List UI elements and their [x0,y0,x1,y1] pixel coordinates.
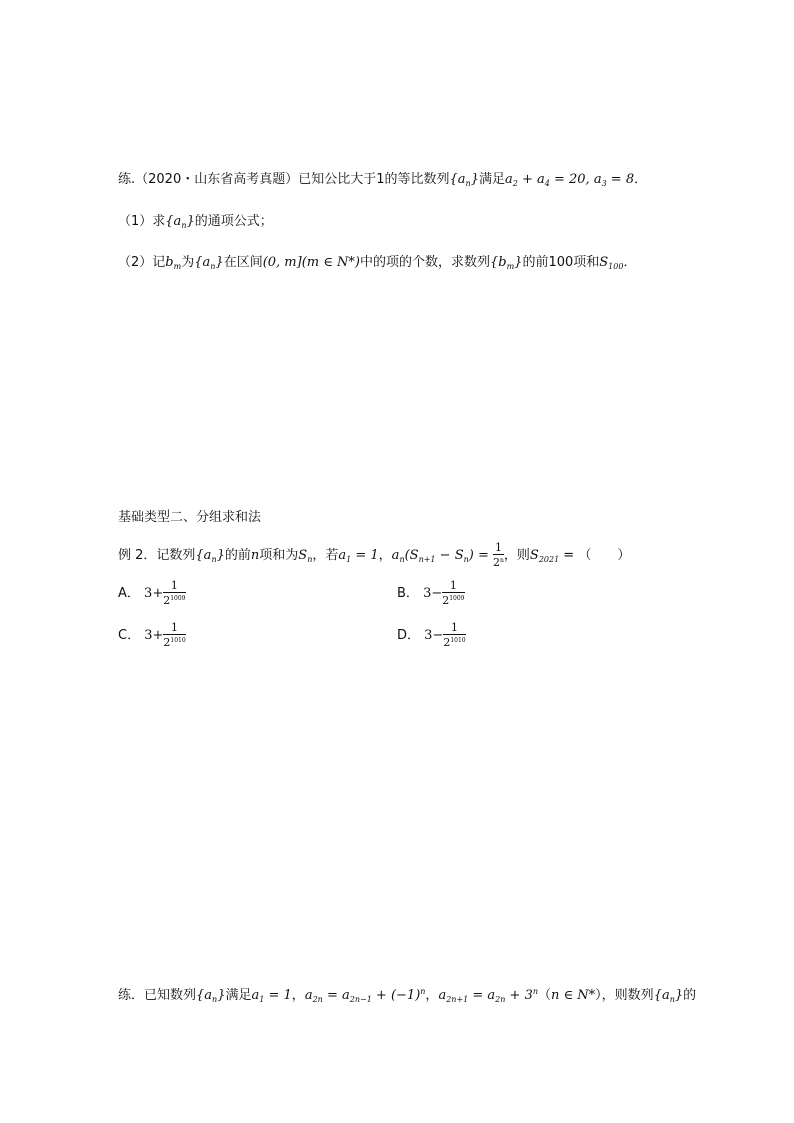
problem-3-tail: 的 [683,988,697,1003]
example-2-text: ，则 [503,548,530,563]
option-d-fraction: $\frac{1}{2^{1010}}$ [443,621,466,649]
question-2-period: ． [623,255,637,270]
option-a-label: A． [118,586,140,601]
option-a-fraction: $\frac{1}{2^{1009}}$ [163,579,186,607]
question-2-text: 在区间 [223,255,263,270]
question-1-tail: 的通项公式； [194,214,273,229]
problem-3-statement [118,982,696,1010]
option-c-lead: 3+ [144,628,164,643]
section-heading: 基础类型二、分组求和法 [118,510,262,525]
example-2-statement [118,542,630,574]
question-2-text: 为 [181,255,195,270]
recurrence-relation: $a_n(S_{n+1} - S_n)$ = [391,548,489,564]
seq-a-notation: $\{a_n\}$ [653,988,684,1004]
example-2-lead: 例 2．记数列 [118,548,196,563]
problem-1-condition: $a_2 + a_4 = 20$, $a_3 = 8$ [504,172,635,188]
seq-a-notation: $\{a_n\}$ [195,548,225,564]
problem-3-lead: 练．已知数列 [118,988,197,1003]
problem-1-text: 练.（2020・山东省高考真题）已知公比大于1的等比数列 [118,172,450,187]
option-a [118,580,186,608]
option-b [397,580,465,608]
seq-a-notation: $\{a_n\}$ [196,988,226,1004]
recurrence-even: $a_{2n} = a_{2n-1} + (-1)^n$ [304,987,426,1004]
b-m-notation: $b_m$ [165,255,182,271]
recurrence-odd: $a_{2n+1} = a_{2n} + 3^n$ [438,987,539,1004]
question-2 [118,253,636,277]
problem-3-text: ），则数列 [595,988,654,1003]
seq-b-notation: $\{b_m\}$ [489,255,523,271]
fraction-one-over-2n: $\frac{1}{2^n}$ [493,541,504,569]
problem-1-period: ． [634,172,648,187]
option-b-label: B． [397,586,419,601]
example-2-text: ，若 [312,548,339,563]
seq-a-notation: $\{a_n\}$ [194,255,224,271]
a1-condition: $a_1 = 1$ [251,988,292,1004]
question-2-lead: （2）记 [118,255,166,270]
question-1 [118,212,273,236]
interval-notation: (0, m](m ∈ N*) [262,255,360,270]
example-2-text: 项和为 [259,548,299,563]
problem-3-text: 满足 [225,988,252,1003]
option-b-lead: 3− [423,586,443,601]
option-c [118,622,186,650]
answer-blank: = （ ） [559,548,631,563]
option-d-label: D． [397,628,421,643]
question-2-text: 的前100项和 [522,255,600,270]
option-d-lead: 3− [424,628,444,643]
option-d [397,622,466,650]
seq-a-notation: $\{a_n\}$ [449,172,479,188]
example-2-comma: ， [378,548,392,563]
problem-1-text-mid: 满足 [478,172,505,187]
var-n: n [250,548,260,563]
option-a-lead: 3+ [144,586,164,601]
question-1-lead: （1）求 [118,214,166,229]
seq-a-notation: $\{a_n\}$ [165,214,195,230]
a1-condition: $a_1 = 1$ [338,548,379,564]
question-2-text: 中的项的个数，求数列 [359,255,490,270]
problem-3-comma: ， [291,988,305,1003]
sum-sn: $S_n$ [298,548,313,564]
option-c-label: C． [118,628,141,643]
problem-1-statement [118,170,647,194]
sum-s2021: $S_{2021}$ [529,548,560,564]
option-c-fraction: $\frac{1}{2^{1010}}$ [163,621,186,649]
problem-3-paren-open: （ [538,988,552,1003]
example-2-text: 的前 [224,548,251,563]
n-domain: n ∈ N* [551,988,596,1003]
problem-3-comma: ， [425,988,439,1003]
option-b-fraction: $\frac{1}{2^{1009}}$ [442,579,465,607]
sum-s100: $S_{100}$ [599,255,624,271]
